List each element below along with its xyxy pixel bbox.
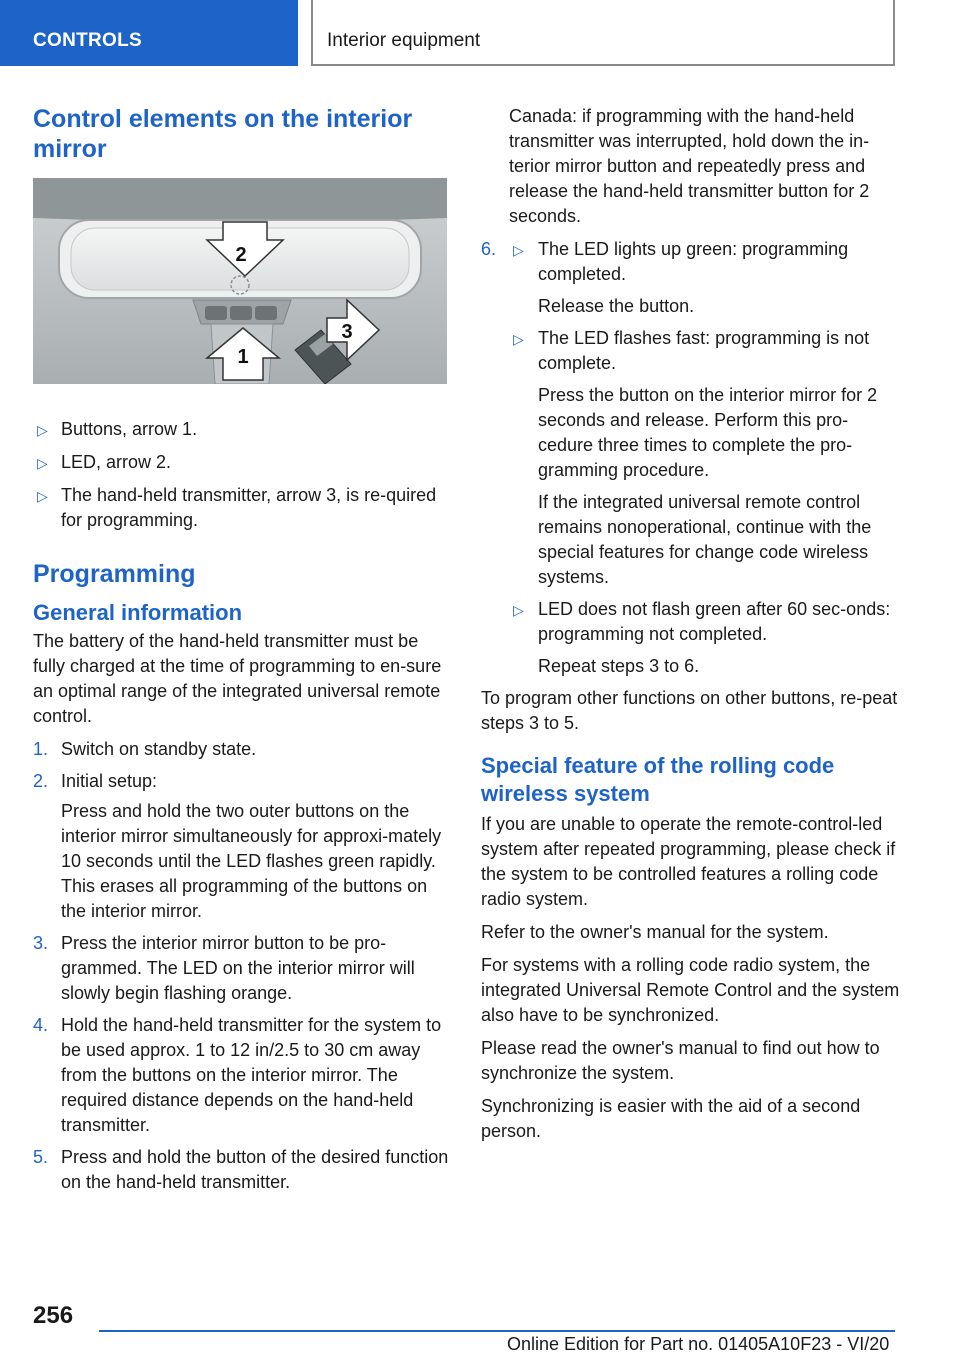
step6-bullet: ▷ LED does not flash green after 60 sec-onds: programming not completed. Repeat steps 3 to 6. [513, 599, 891, 676]
chapter-label: Interior equipment [327, 30, 481, 51]
step-item: 2. Initial setup: Press and hold the two outer buttons on the interior mirror simultaneously for approxi-mately 10 seconds until the LED flashes green rapidly. This erases all programming of the buttons on the interior mirror. [33, 771, 442, 921]
general-information-text: The battery of the hand-held transmitter must be fully charged at the time of programming to en-sure an optimal range of the integrated universal remote control. [33, 631, 442, 726]
headliner-shading [33, 178, 447, 222]
step6-bullet: ▷ The LED flashes fast: programming is not complete. Press the button on the interior mirror for 2 seconds and release. Perform this pro-cedure three times to complete the pro-gramming procedure. If the integrated universal remote control remains nonoperational, continue with the special features for change code wireless systems. [513, 328, 878, 587]
section-title: Control elements on the interior mirror [33, 105, 413, 163]
section-tab [0, 0, 298, 66]
triangle-bullet-icon: ▷ [37, 455, 48, 471]
section-label: CONTROLS [33, 30, 143, 51]
arrow-1-label: 1 [237, 346, 249, 368]
step-item: 1. Switch on standby state. [33, 739, 257, 759]
step-item: 4. Hold the hand-held transmitter for the system to be used approx. 1 to 12 in/2.5 to 30 cm away from the buttons on the interior mirror. The required distance depends on the hand-held transmitter. [33, 1015, 442, 1135]
step6-bullet: ▷ The LED lights up green: programming completed. Release the button. [513, 239, 849, 316]
mirror-button-3 [255, 306, 277, 320]
triangle-bullet-icon: ▷ [37, 488, 48, 504]
other-buttons-text: To program other functions on other buttons, re-peat steps 3 to 5. [481, 688, 898, 733]
canada-note: Canada: if programming with the hand-held transmitter was interrupted, hold down the in-terior mirror button and repeatedly press and release the hand-held transmitter button for 2 seconds. [509, 106, 870, 226]
triangle-bullet-icon: ▷ [513, 602, 524, 618]
special-feature-title: Special feature of the rolling code wireless system [481, 753, 835, 806]
bullet-item: ▷ The hand-held transmitter, arrow 3, is re-quired for programming. [37, 485, 437, 530]
step-item: 3. Press the interior mirror button to be pro-grammed. The LED on the interior mirror will slowly begin flashing orange. [33, 933, 415, 1003]
edition-text: Online Edition for Part no. 01405A10F23 - VI/20 [507, 1334, 890, 1354]
programming-title: Programming [33, 560, 196, 588]
mirror-button-2 [230, 306, 252, 320]
right-column [481, 104, 901, 1152]
paragraph: Please read the owner's manual to find out how to synchronize the system. [481, 1038, 880, 1083]
step-item: 6. [481, 239, 497, 259]
bullet-item: ▷ Buttons, arrow 1. [33, 417, 453, 442]
page-number: 256 [33, 1302, 74, 1329]
paragraph: Synchronizing is easier with the aid of a second person. [481, 1096, 861, 1141]
interior-mirror-figure [33, 178, 447, 384]
paragraph: If you are unable to operate the remote-control-led system after repeated programming, please check if the system to be controlled features a rolling code radio system. [481, 814, 896, 909]
triangle-bullet-icon: ▷ [513, 242, 524, 258]
chapter-header [311, 0, 895, 66]
triangle-bullet-icon: ▷ [37, 422, 48, 438]
bullet-item: ▷ LED, arrow 2. [33, 450, 453, 475]
arrow-2-label: 2 [235, 244, 247, 266]
footer-divider [99, 1330, 895, 1332]
arrow-3-label: 3 [341, 321, 353, 343]
step-item: 5. Press and hold the button of the desired function on the hand-held transmitter. [33, 1147, 449, 1192]
left-column [33, 104, 453, 1202]
paragraph: For systems with a rolling code radio system, the integrated Universal Remote Control and the system also have to be synchronized. [481, 955, 900, 1025]
general-information-title: General information [33, 600, 243, 625]
paragraph: Refer to the owner's manual for the system. [481, 922, 829, 942]
mirror-button-1 [205, 306, 227, 320]
triangle-bullet-icon: ▷ [513, 331, 524, 347]
